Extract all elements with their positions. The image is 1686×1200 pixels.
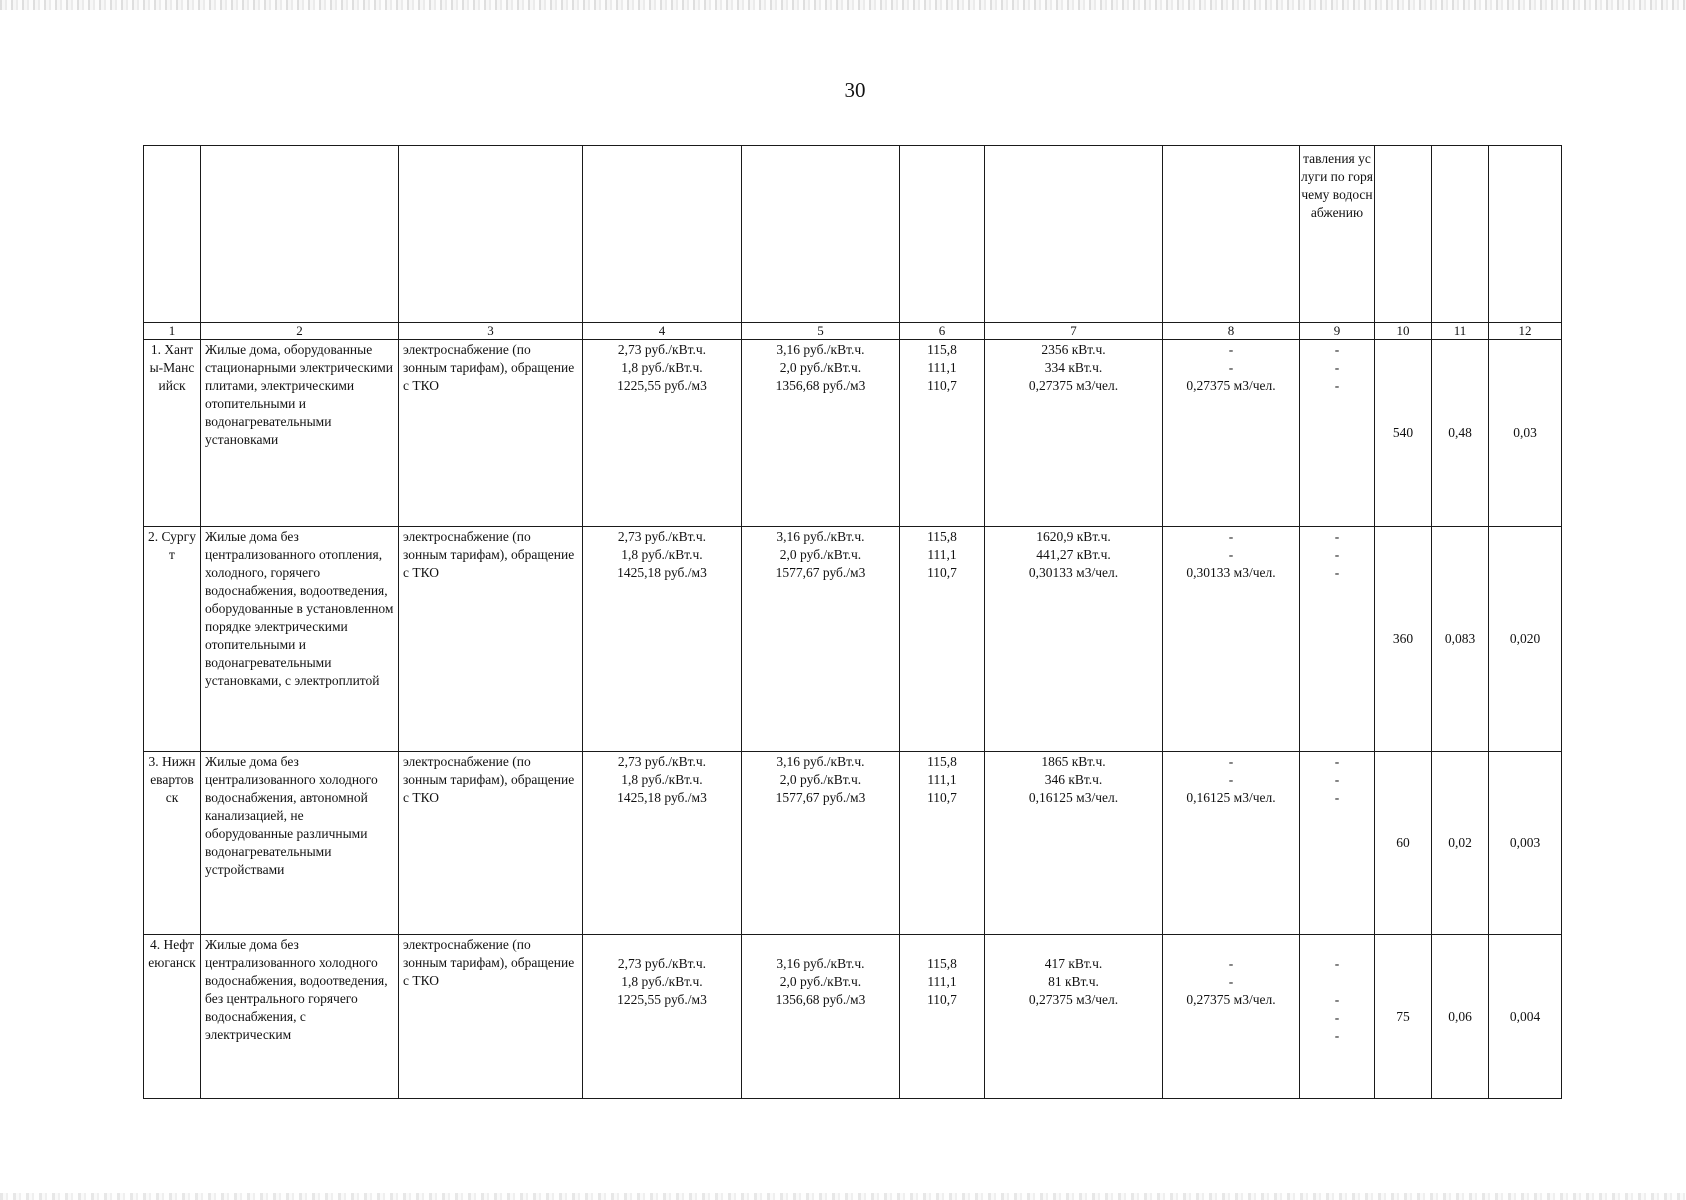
housing-type-cell: Жилые дома без централизованного холодного водоснабжения, автономной канализацией, не оборудованные различными водонагревательными устройствами [201,752,399,935]
consumption-cell-8: - - 0,27375 м3/чел. [1163,340,1300,527]
tariff-cell-4: 2,73 руб./кВт.ч. 1,8 руб./кВт.ч. 1225,55 руб./м3 [583,935,742,1099]
header-cell-3 [399,146,583,323]
column-number: 10 [1375,323,1432,340]
tariff-cell-5: 3,16 руб./кВт.ч. 2,0 руб./кВт.ч. 1356,68 руб./м3 [742,340,900,527]
header-cell-4 [583,146,742,323]
index-cell: 115,8 111,1 110,7 [900,527,985,752]
column-number: 12 [1489,323,1562,340]
index-cell: 115,8 111,1 110,7 [900,935,985,1099]
value-cell-12: 0,03 [1489,340,1562,527]
city-cell: 3. Нижневартовск [144,752,201,935]
column-number: 9 [1300,323,1375,340]
tariff-table [143,145,1562,1099]
scan-edge-bottom [0,1193,1686,1200]
value-cell-11: 0,06 [1432,935,1489,1099]
value-cell-10: 60 [1375,752,1432,935]
consumption-cell-9: - - - [1300,527,1375,752]
value-cell-11: 0,083 [1432,527,1489,752]
tariff-cell-5: 3,16 руб./кВт.ч. 2,0 руб./кВт.ч. 1356,68 руб./м3 [742,935,900,1099]
table-row [144,935,1562,1099]
consumption-cell: 2356 кВт.ч. 334 кВт.ч. 0,27375 м3/чел. [985,340,1163,527]
consumption-cell-9: - - - [1300,752,1375,935]
services-cell: электроснабжение (по зонным тарифам), обращение с ТКО [399,340,583,527]
column-number: 3 [399,323,583,340]
header-cell-8 [1163,146,1300,323]
city-cell: 2. Сургут [144,527,201,752]
value-cell-12: 0,003 [1489,752,1562,935]
header-cell-9: тавления услуги по горячему водоснабжению [1300,146,1375,323]
city-cell: 4. Нефтеюганск [144,935,201,1099]
consumption-cell: 417 кВт.ч. 81 кВт.ч. 0,27375 м3/чел. [985,935,1163,1099]
column-number: 6 [900,323,985,340]
housing-type-cell: Жилые дома, оборудованные стационарными электрическими плитами, электрическими отопительными и водонагревательными установками [201,340,399,527]
value-cell-11: 0,48 [1432,340,1489,527]
page-number: 30 [844,78,866,102]
consumption-cell-8: - - 0,27375 м3/чел. [1163,935,1300,1099]
header-cell-7 [985,146,1163,323]
column-number: 7 [985,323,1163,340]
table-row [144,752,1562,935]
header-cell-1 [144,146,201,323]
table-header-continuation-row [144,146,1562,323]
consumption-cell-8: - - 0,30133 м3/чел. [1163,527,1300,752]
value-cell-11: 0,02 [1432,752,1489,935]
index-cell: 115,8 111,1 110,7 [900,752,985,935]
housing-type-cell: Жилые дома без централизованного отопления, холодного, горячего водоснабжения, водоотведения, оборудованные в установленном порядке электрическими отопительными и водонагревательными установками, с электроплитой [201,527,399,752]
tariff-cell-4: 2,73 руб./кВт.ч. 1,8 руб./кВт.ч. 1225,55 руб./м3 [583,340,742,527]
services-cell: электроснабжение (по зонным тарифам), обращение с ТКО [399,527,583,752]
header-cell-2 [201,146,399,323]
column-number: 1 [144,323,201,340]
index-cell: 115,8 111,1 110,7 [900,340,985,527]
column-number: 5 [742,323,900,340]
table-row [144,527,1562,752]
table-row [144,340,1562,527]
header-cell-6 [900,146,985,323]
services-cell: электроснабжение (по зонным тарифам), обращение с ТКО [399,935,583,1099]
consumption-cell: 1865 кВт.ч. 346 кВт.ч. 0,16125 м3/чел. [985,752,1163,935]
column-number: 8 [1163,323,1300,340]
value-cell-10: 75 [1375,935,1432,1099]
header-cell-10 [1375,146,1432,323]
column-number-row [144,323,1562,340]
tariff-cell-4: 2,73 руб./кВт.ч. 1,8 руб./кВт.ч. 1425,18 руб./м3 [583,527,742,752]
housing-type-cell: Жилые дома без централизованного холодного водоснабжения, водоотведения, без центрального горячего водоснабжения, с электрическим [201,935,399,1099]
header-cell-11 [1432,146,1489,323]
consumption-cell-8: - - 0,16125 м3/чел. [1163,752,1300,935]
value-cell-10: 360 [1375,527,1432,752]
tariff-cell-4: 2,73 руб./кВт.ч. 1,8 руб./кВт.ч. 1425,18 руб./м3 [583,752,742,935]
value-cell-12: 0,020 [1489,527,1562,752]
column-number: 4 [583,323,742,340]
services-cell: электроснабжение (по зонным тарифам), обращение с ТКО [399,752,583,935]
scan-edge-top [0,0,1686,10]
city-cell: 1. Ханты-Мансийск [144,340,201,527]
tariff-cell-5: 3,16 руб./кВт.ч. 2,0 руб./кВт.ч. 1577,67 руб./м3 [742,752,900,935]
column-number: 2 [201,323,399,340]
header-cell-12 [1489,146,1562,323]
value-cell-12: 0,004 [1489,935,1562,1099]
consumption-cell: 1620,9 кВт.ч. 441,27 кВт.ч. 0,30133 м3/чел. [985,527,1163,752]
column-number: 11 [1432,323,1489,340]
value-cell-10: 540 [1375,340,1432,527]
consumption-cell-9: - - - [1300,340,1375,527]
tariff-cell-5: 3,16 руб./кВт.ч. 2,0 руб./кВт.ч. 1577,67 руб./м3 [742,527,900,752]
header-cell-5 [742,146,900,323]
consumption-cell-9: - - - - [1300,935,1375,1099]
